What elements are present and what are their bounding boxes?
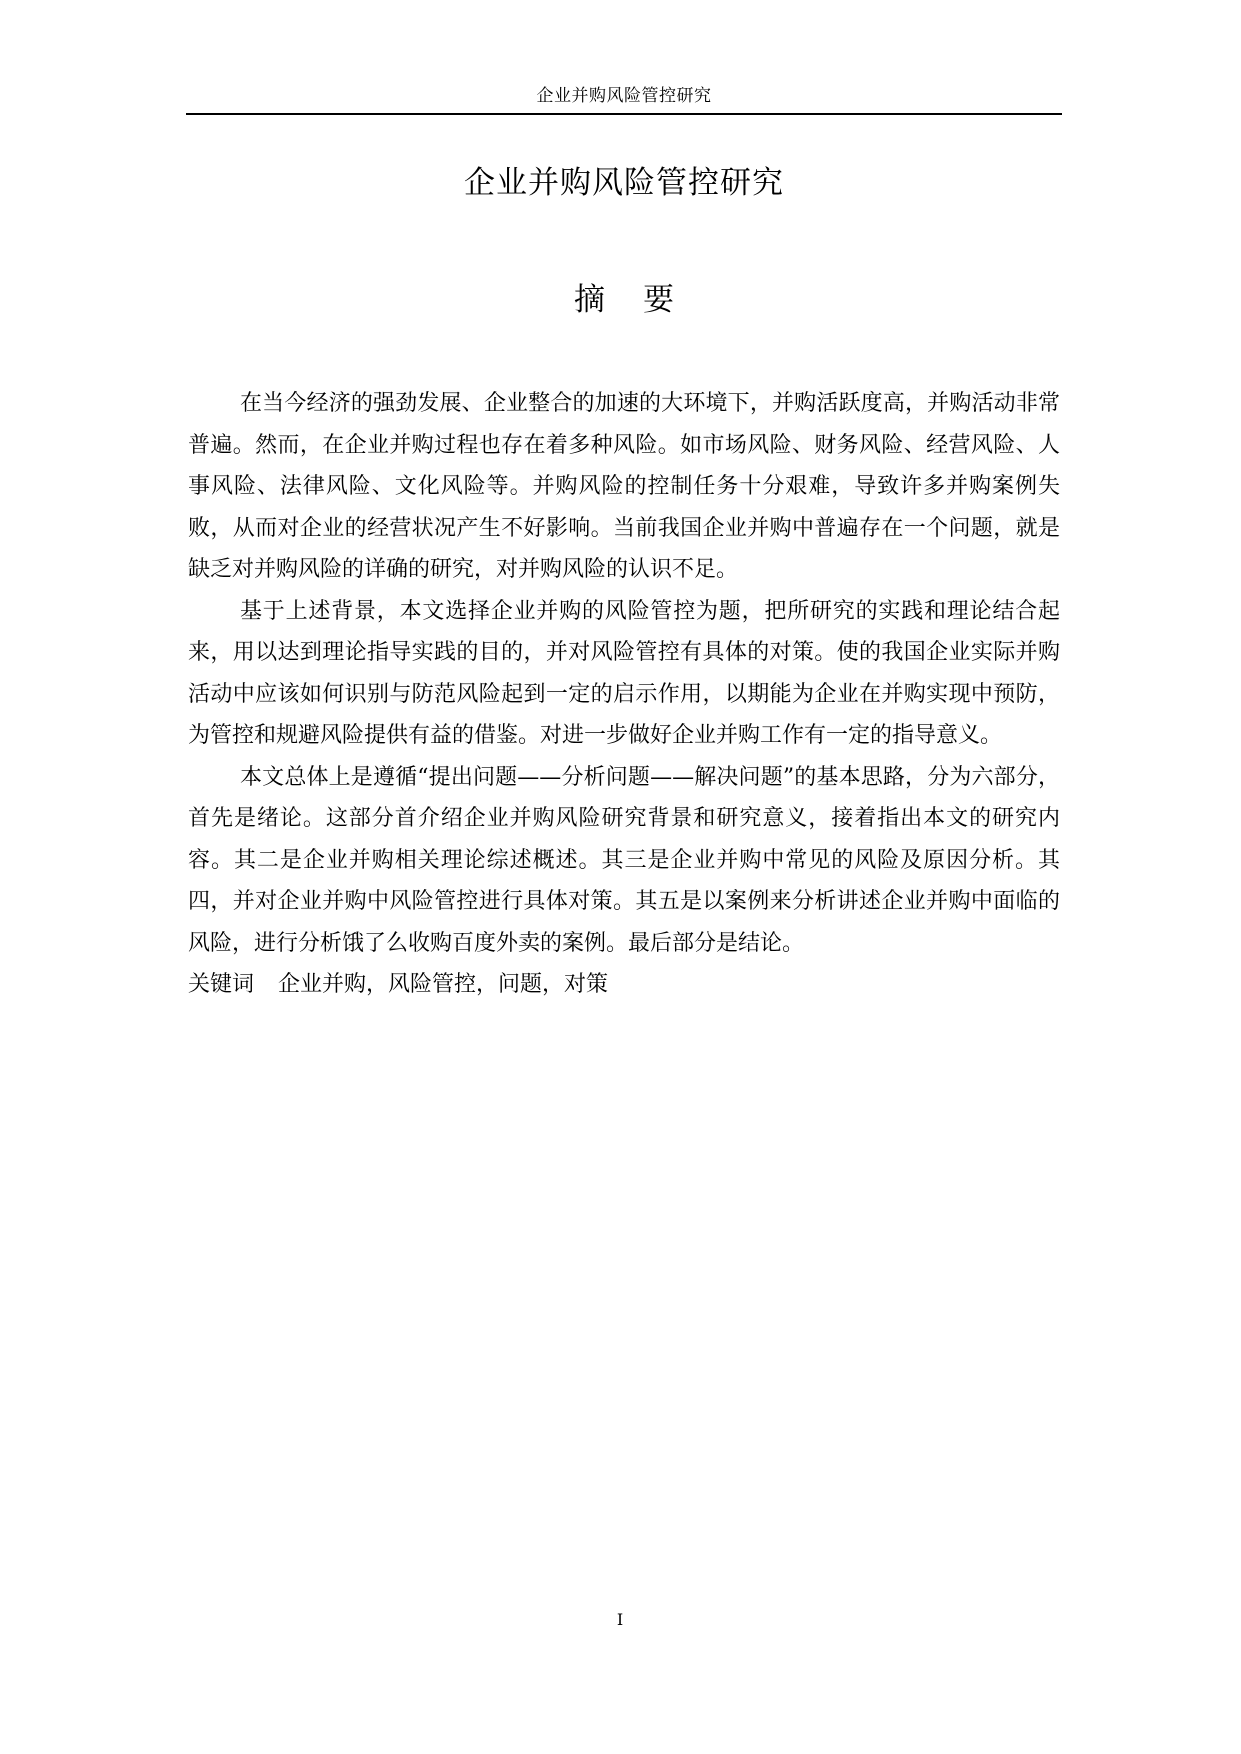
abstract-paragraph-1: 在当今经济的强劲发展、企业整合的加速的大环境下，并购活跃度高，并购活动非常普遍。然而，在企业并购过程也存在着多种风险。如市场风险、财务风险、经营风险、人事风险、法律风险、文化风险等。并购风险的控制任务十分艰难，导致许多并购案例失败，从而对企业的经营状况产生不好影响。当前我国企业并购中普遍存在一个问题，就是缺乏对并购风险的详确的研究，对并购风险的认识不足。 bbox=[188, 391, 1060, 582]
keywords-line bbox=[188, 964, 1060, 1006]
page-number: I bbox=[616, 1610, 624, 1629]
keywords-label: 关键词 bbox=[188, 972, 255, 997]
abstract-heading: 摘要 bbox=[574, 282, 712, 318]
abstract-paragraph-2: 基于上述背景，本文选择企业并购的风险管控为题，把所研究的实践和理论结合起来，用以达到理论指导实践的目的，并对风险管控有具体的对策。使的我国企业实际并购活动中应该如何识别与防范风险起到一定的启示作用，以期能为企业在并购实现中预防，为管控和规避风险提供有益的借鉴。对进一步做好企业并购工作有一定的指导意义。 bbox=[188, 598, 1060, 748]
running-header: 企业并购风险管控研究 bbox=[536, 86, 712, 106]
document-title: 企业并购风险管控研究 bbox=[464, 165, 784, 201]
abstract-paragraph-3: 本文总体上是遵循“提出问题——分析问题——解决问题”的基本思路，分为六部分，首先是绪论。这部分首介绍企业并购风险研究背景和研究意义，接着指出本文的研究内容。其二是企业并购相关理论综述概述。其三是企业并购中常见的风险及原因分析。其四，并对企业并购中风险管控进行具体对策。其五是以案例来分析讲述企业并购中面临的风险，进行分析饿了么收购百度外卖的案例。最后部分是结论。 bbox=[188, 764, 1060, 956]
header-rule bbox=[186, 113, 1062, 115]
abstract-body bbox=[188, 383, 1060, 1006]
keywords-text: 企业并购，风险管控，问题，对策 bbox=[278, 972, 609, 997]
